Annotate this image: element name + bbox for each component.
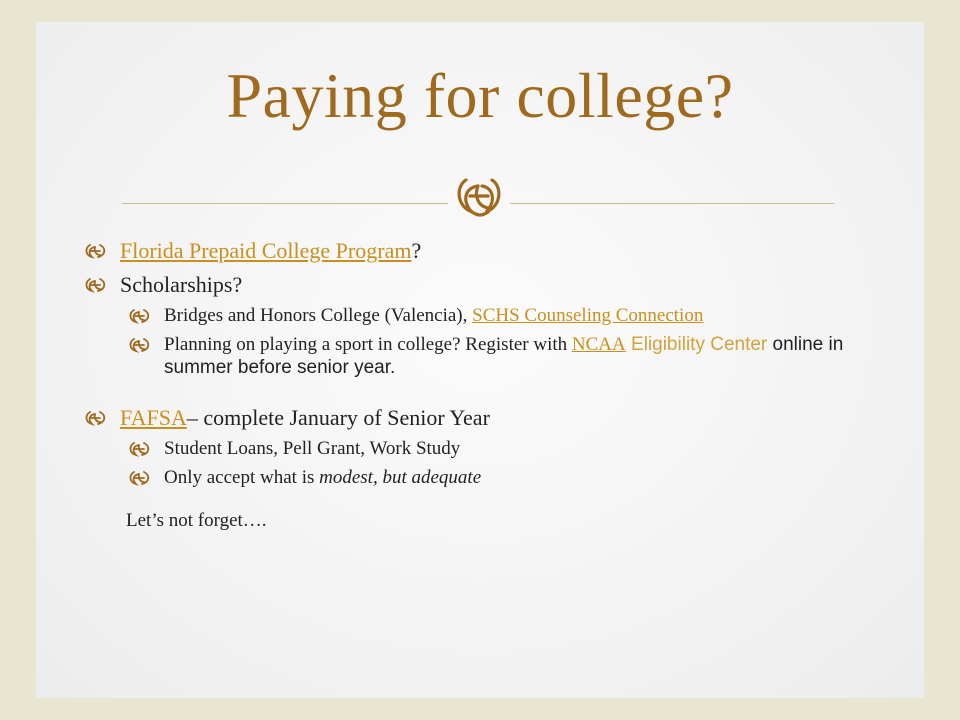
title-divider-left — [122, 203, 448, 204]
fleuron-bullet-icon — [128, 440, 152, 458]
bridges-text: Bridges and Honors College (Valencia), — [164, 305, 473, 326]
fleur-ornament-icon — [448, 166, 510, 228]
accept-emphasis: modest, but adequate — [319, 467, 482, 488]
eligibility-center-text[interactable]: Eligibility Center — [625, 334, 768, 355]
fafsa-link[interactable]: FAFSA — [120, 405, 187, 430]
slide-body — [84, 236, 864, 533]
sport-suffix: online in summer before senior year. — [164, 334, 844, 378]
prepaid-suffix: ? — [411, 238, 422, 263]
sublist-item-accept — [84, 466, 864, 489]
fleuron-bullet-icon — [128, 469, 152, 487]
spacer — [84, 385, 864, 403]
title-divider-right — [510, 203, 834, 204]
list-item-scholarships — [84, 270, 864, 300]
sublist-item-sport — [84, 333, 864, 379]
fleuron-bullet-icon — [128, 307, 152, 325]
fafsa-suffix: – complete January of Senior Year — [186, 405, 490, 430]
sublist-item-bridges — [84, 304, 864, 327]
ncaa-link[interactable]: NCAA — [571, 334, 626, 355]
list-item-fafsa — [84, 403, 864, 433]
list-item-prepaid — [84, 236, 864, 266]
sublist-item-loans — [84, 437, 864, 460]
fleuron-bullet-icon — [128, 336, 152, 354]
fleuron-bullet-icon — [84, 242, 108, 260]
fleuron-bullet-icon — [84, 409, 108, 427]
loans-text: Student Loans, Pell Grant, Work Study — [164, 438, 461, 459]
slide-title: Paying for college? — [226, 60, 734, 131]
schs-counseling-link[interactable]: SCHS Counseling Connection — [472, 305, 704, 326]
florida-prepaid-link[interactable]: Florida Prepaid College Program — [120, 238, 412, 263]
scholarships-label: Scholarships? — [120, 272, 243, 297]
accept-text: Only accept what is — [164, 467, 320, 488]
closing-note: Let’s not forget…. — [126, 510, 267, 531]
sport-text: Planning on playing a sport in college? Register with — [164, 334, 572, 355]
fleuron-bullet-icon — [84, 276, 108, 294]
